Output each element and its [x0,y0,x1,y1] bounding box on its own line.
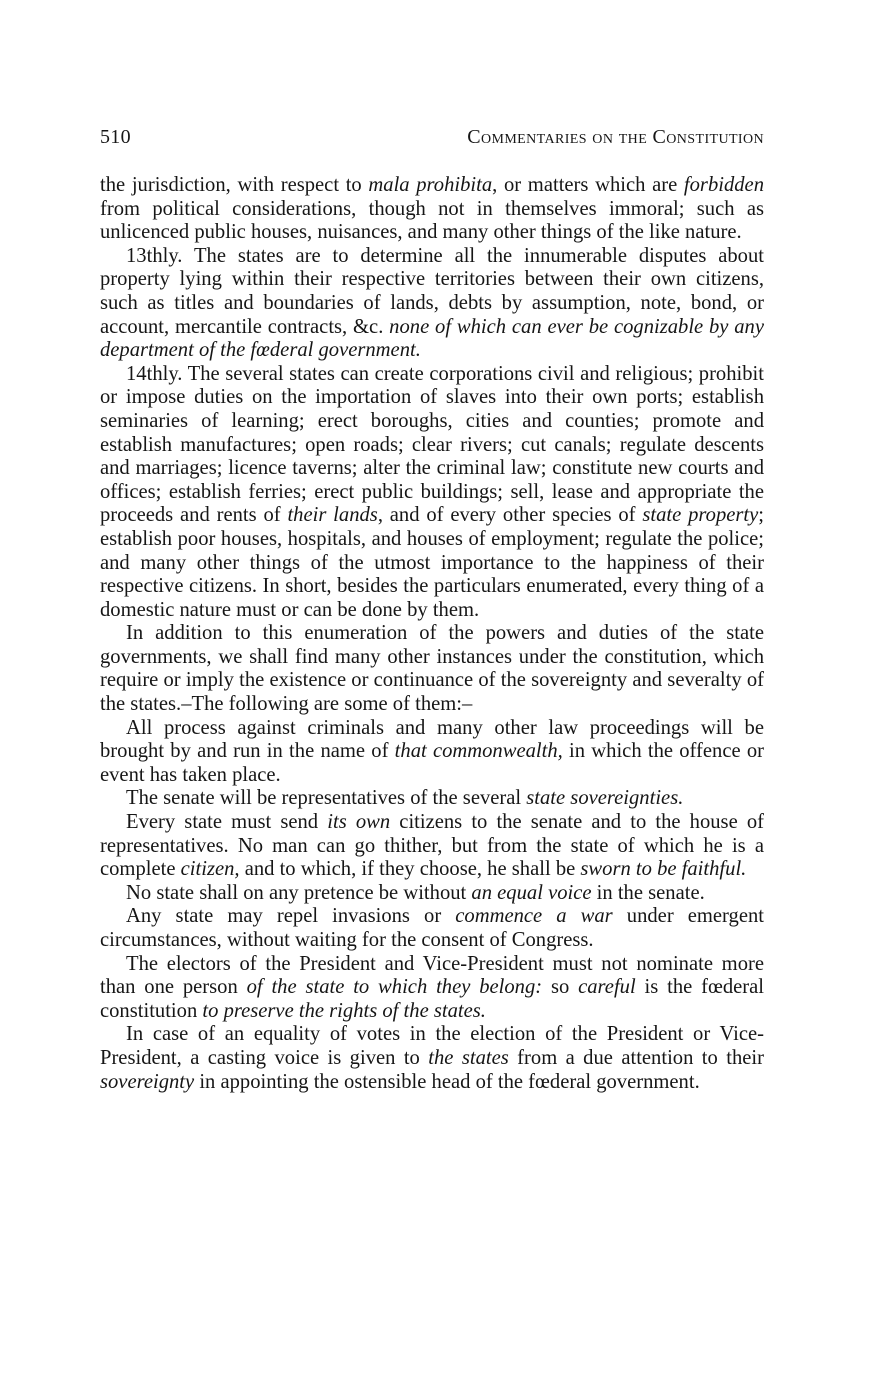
paragraph [100,622,764,716]
italic-text: an equal voice [471,881,592,904]
text-run: and to which, if they choose, he shall be [239,858,581,881]
text-run: from a due attention to their [508,1046,764,1069]
italic-text: their lands [287,504,378,527]
paragraph [100,953,764,1024]
text-run: , or matters which are [492,174,684,196]
running-head: Commentaries on the Constitution [467,126,764,148]
page-header [100,126,764,149]
text-run: The senate will be representatives of the several [126,787,527,810]
text-run: Every state must send [126,811,328,834]
italic-text: citizen, [180,858,240,881]
text-run: The electors of the President and Vice-President must not nominate more than one person [100,952,764,999]
text-run: so [542,976,579,999]
italic-text: state sovereignties. [526,787,684,810]
paragraph [100,174,764,245]
text-run: Any state may repel invasions or [126,905,456,928]
text-run: citizens to the senate and to the house of representatives. No man can go thither, but from the state of which he is a complete [100,811,764,881]
text-run: All process against criminals and many other law proceedings will be brought by and run in the name of [100,716,764,763]
text-run: is the fœderal constitution [100,976,764,1022]
paragraph [100,882,764,906]
paragraph [100,363,764,623]
text-run: In case of an equality of votes in the election of the President or Vice-President, a casting voice is given to [100,1023,764,1069]
paragraph [100,717,764,788]
text-run: in which the offence or event has taken place. [100,740,764,786]
text-run: 13thly. The states are to determine all the innumerable disputes about property lying within their respective territories between their own citizens, such as titles and boundaries of lands, debts by assumption, note, bond, or account, mercantile contracts, &c. [100,244,764,338]
paragraph [100,811,764,882]
body-text [100,174,764,1094]
text-run: , and of every other species of [377,504,643,527]
text-run: In addition to this enumeration of the powers and duties of the state governments, we shall find many other instances under the constitution, which require or imply the existence or continuance of the sovereignty and severalty of the states.–The following are some of them:– [100,622,764,716]
italic-text: mala prohibita [368,174,493,196]
italic-text: commence a war [455,905,613,928]
paragraph [100,1023,764,1094]
text-run: 14thly. The several states can create corporations civil and religious; prohibit or impose duties on the importation of slaves into their own ports; establish seminaries of learning; erect boroughs, cities and counties; promote and establish manufactures; open roads; clear rivers; cut canals; regulate descents and marriages; licence taverns; alter the criminal law; constitute new courts and offices; establish ferries; erect public buildings; sell, lease and appropriate the proceeds and rents of [100,362,764,527]
italic-text: that commonwealth, [394,740,563,763]
italic-text: forbidden [683,174,764,196]
text-run: ; establish poor houses, hospitals, and houses of employment; regulate the police; and many other things of the utmost importance to the happiness of their respective citizens. In short, besides the particulars enumerated, every thing of a domestic nature must or can be done by them. [100,504,764,621]
italic-text: state property [642,504,759,527]
italic-text: careful [578,976,636,999]
paragraph [100,905,764,952]
italic-text: sovereignty [100,1070,195,1093]
text-run: in appointing the ostensible head of the fœderal government. [194,1070,700,1093]
italic-text: the states [428,1046,509,1069]
italic-text: of the state to which they belong: [246,976,543,999]
italic-text: none of which can ever be cognizable by any department of the fœderal government. [100,315,764,362]
paragraph [100,245,764,363]
italic-text: sworn to be faithful. [580,858,747,881]
italic-text: its own [327,811,391,834]
text-run: in the senate. [591,881,705,904]
page-number: 510 [100,126,131,148]
text-run: No state shall on any pretence be without [126,881,472,904]
text-run: from political considerations, though not in themselves immoral; such as unlicenced public houses, nuisances, and many other things of the like nature. [100,197,764,244]
text-run: the jurisdiction, with respect to [100,174,369,196]
paragraph [100,787,764,811]
italic-text: to preserve the rights of the states. [202,999,486,1022]
text-run: under emergent circumstances, without waiting for the consent of Congress. [100,905,764,951]
